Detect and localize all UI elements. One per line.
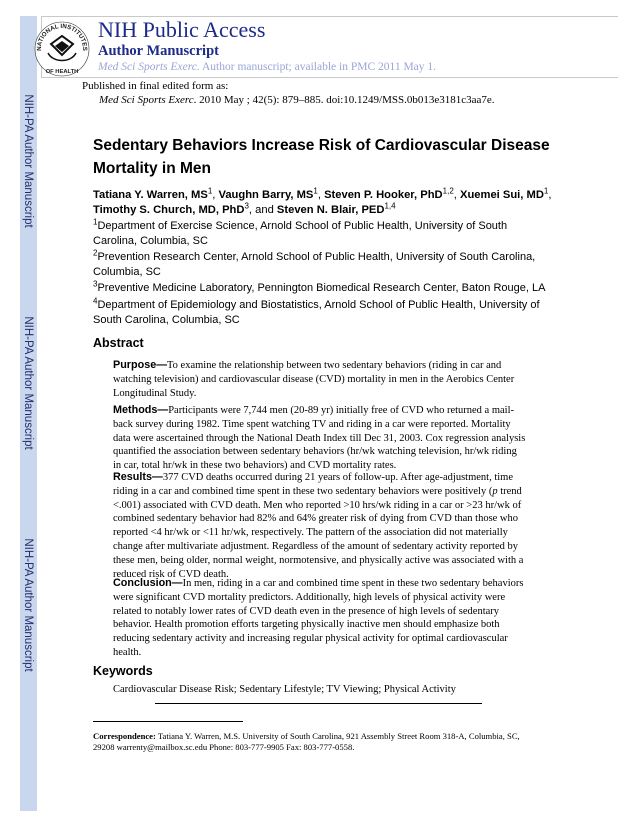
affiliation bbox=[93, 219, 553, 248]
author-separator: , bbox=[317, 189, 325, 201]
sidebar-label: NIH-PA Author Manuscript bbox=[22, 94, 34, 228]
availability-line bbox=[98, 61, 436, 73]
affiliation-number: 3 bbox=[93, 279, 98, 289]
nih-logo-icon bbox=[31, 16, 93, 78]
citation-journal: Med Sci Sports Exerc bbox=[99, 94, 194, 106]
citation-line bbox=[99, 94, 495, 106]
nih-public-access-title: NIH Public Access bbox=[98, 17, 266, 42]
affiliation-text: Department of Epidemiology and Biostatistics, Arnold School of Public Health, University of South Carolina, Columbia, SC bbox=[93, 299, 540, 326]
conclusion-label: Conclusion— bbox=[113, 577, 183, 589]
results-label: Results— bbox=[113, 471, 163, 483]
author-name: Steven P. Hooker, PhD bbox=[324, 189, 443, 201]
author-affiliation-ref: 3 bbox=[244, 201, 249, 211]
correspondence-label: Correspondence: bbox=[93, 731, 156, 741]
author-name: Xuemei Sui, MD bbox=[459, 189, 544, 201]
published-line: Published in final edited form as: bbox=[82, 80, 229, 92]
affiliation bbox=[93, 298, 553, 327]
keywords-divider bbox=[155, 703, 482, 704]
keywords-text: Cardiovascular Disease Risk; Sedentary Lifestyle; TV Viewing; Physical Activity bbox=[113, 684, 456, 695]
results-p: p bbox=[492, 485, 498, 497]
availability-text: Author manuscript; available in PMC 2011 May 1. bbox=[199, 61, 437, 73]
keywords-heading: Keywords bbox=[93, 664, 153, 678]
abstract-purpose bbox=[113, 359, 527, 400]
journal-name: Med Sci Sports Exerc. bbox=[98, 61, 200, 73]
author-affiliation-ref: 1 bbox=[543, 186, 549, 196]
author-name: Timothy S. Church, MD, PhD bbox=[93, 204, 245, 216]
correspondence-text: Tatiana Y. Warren, M.S. University of South Carolina, 921 Assembly Street Room 318-A, Columbia, SC, 29208 warrenty@mailbox.sc.edu Phone: 803-777-9905 Fax: 803-777-0558. bbox=[93, 731, 520, 752]
svg-text:NATIONAL INSTITUTES: NATIONAL INSTITUTES bbox=[35, 22, 89, 51]
svg-text:OF HEALTH: OF HEALTH bbox=[45, 69, 79, 75]
sidebar-label: NIH-PA Author Manuscript bbox=[22, 538, 34, 672]
author-name: Steven N. Blair, PED bbox=[276, 204, 385, 216]
correspondence-note bbox=[93, 731, 543, 753]
methods-text: Participants were 7,744 men (20-89 yr) initially free of CVD who returned a mail-back survey during 1982. Time spent watching TV and riding in a car were reported. Mortality data were ascertained through the National Death Index till Dec 31, 2003. Cox regression analysis quantified the association between sedentary behaviors (hr/wk watching television, hr/wk riding in car, total hr/wk in these two behaviors) and CVD mortality rates. bbox=[113, 405, 526, 472]
author-affiliation-ref: 1 bbox=[207, 186, 213, 196]
conclusion-text: In men, riding in a car and combined time spent in these two sedentary behaviors were significant CVD mortality predictors. Additionally, high levels of physical activity were related to notably lower rates of CVD death even in the presence of high levels of sedentary behavior. Health promotion efforts targeting physically inactive men should emphasize both reducing sedentary activity and increasing regular physical activity for optimal cardiovascular health. bbox=[113, 578, 524, 658]
author-separator: , bbox=[453, 189, 460, 201]
affiliation-text: Prevention Research Center, Arnold School of Public Health, University of South Carolina, Columbia, SC bbox=[93, 251, 536, 278]
results-text: 377 CVD deaths occurred during 21 years of follow-up. After age-adjustment, time riding in a car and combined time spent in these two sedentary behaviors were positively ( bbox=[113, 472, 514, 497]
abstract-methods bbox=[113, 404, 527, 473]
citation-details: . 2010 May ; 42(5): 879–885. doi:10.1249/MSS.0b013e3181c3aa7e. bbox=[193, 94, 495, 106]
author-affiliation-ref: 1 bbox=[313, 186, 318, 196]
affiliation-number: 1 bbox=[93, 217, 98, 227]
article-title: Sedentary Behaviors Increase Risk of Cardiovascular Disease Mortality in Men bbox=[93, 137, 550, 177]
methods-label: Methods— bbox=[113, 404, 169, 416]
affiliation-number: 4 bbox=[93, 296, 98, 306]
abstract-conclusion bbox=[113, 577, 527, 660]
abstract-heading: Abstract bbox=[93, 336, 144, 350]
footnote-divider bbox=[93, 721, 243, 722]
affiliation-text: Preventive Medicine Laboratory, Pennington Biomedical Research Center, Baton Rouge, LA bbox=[97, 282, 546, 294]
affiliation-text: Department of Exercise Science, Arnold School of Public Health, University of South Carolina, Columbia, SC bbox=[93, 220, 508, 247]
author-affiliation-ref: 1,2 bbox=[442, 186, 454, 196]
affiliation-number: 2 bbox=[93, 248, 98, 258]
author-name: Vaughn Barry, MS bbox=[218, 189, 314, 201]
author-name: Tatiana Y. Warren, MS bbox=[93, 189, 208, 201]
author-separator: , bbox=[212, 189, 219, 201]
author-separator: , bbox=[548, 189, 552, 201]
author-list bbox=[93, 188, 553, 218]
sidebar-label: NIH-PA Author Manuscript bbox=[22, 316, 34, 450]
purpose-label: Purpose— bbox=[113, 359, 167, 371]
abstract-results bbox=[113, 471, 527, 581]
purpose-text: To examine the relationship between two sedentary behaviors (riding in car and watching television) and cardiovascular disease (CVD) mortality in men in the Aerobics Center Longitudinal Study. bbox=[113, 360, 515, 399]
author-affiliation-ref: 1,4 bbox=[384, 201, 396, 211]
author-separator: , and bbox=[248, 204, 277, 216]
author-manuscript-label: Author Manuscript bbox=[98, 43, 219, 59]
affiliation bbox=[93, 281, 553, 296]
results-text: trend <.001) associated with CVD death. Men who reported >10 hrs/wk riding in a car or >23 hr/wk of combined sedentary behavior had 82% and 64% greater risk of dying from CVD than those who reported <4 hr/wk or <11 hr/wk, respectively. The pattern of the association did not materially change after multivariate adjustment. Regardless of the amount of sedentary activity reported by these men, being older, normal weight, normotensive, and physically active was associated with a reduced risk of CVD death. bbox=[113, 485, 524, 580]
affiliation bbox=[93, 250, 553, 279]
